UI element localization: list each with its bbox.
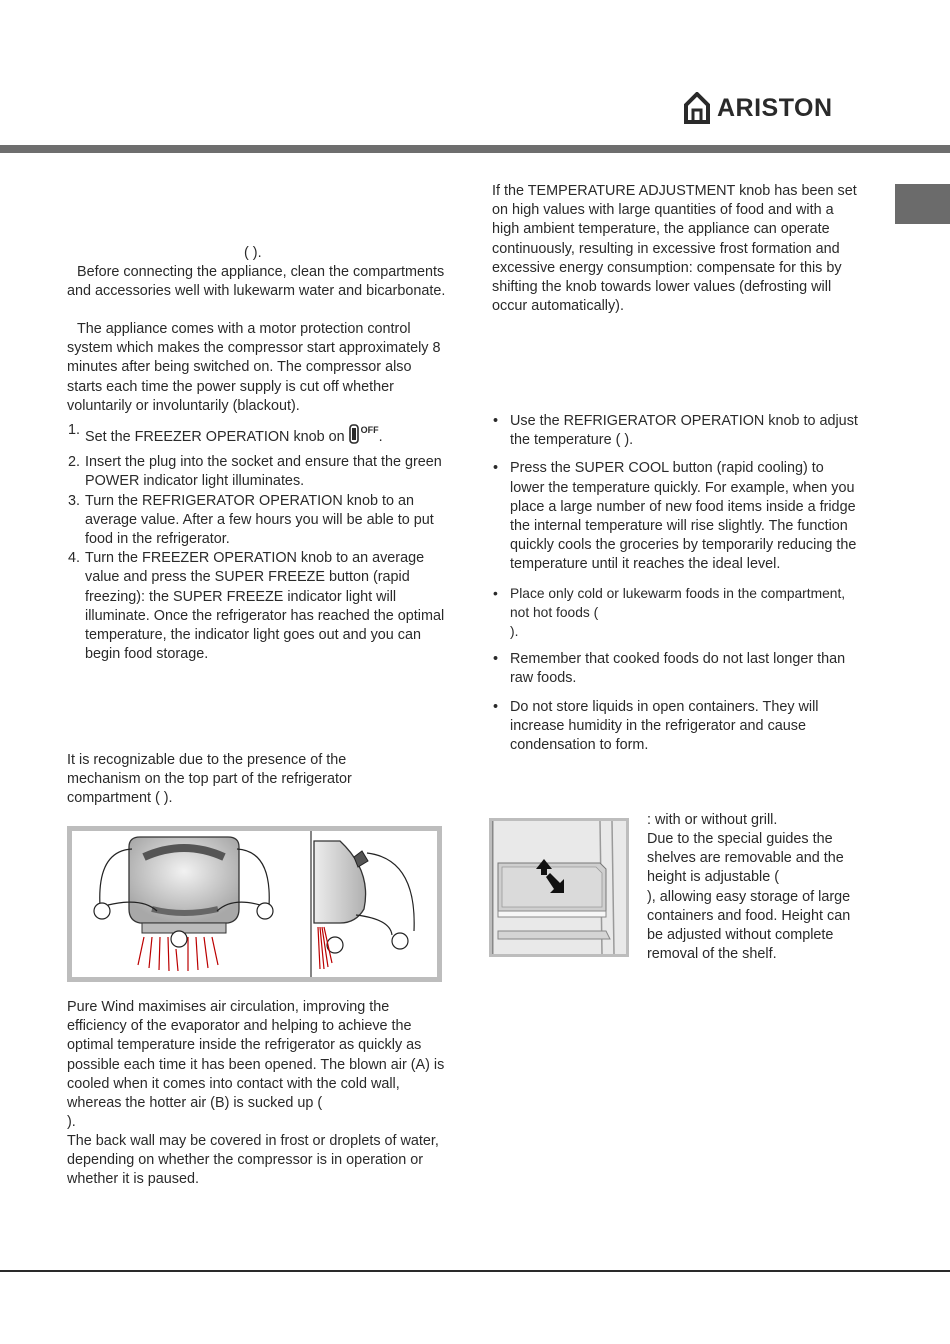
- bullet-icon: •: [493, 413, 499, 429]
- tip-item: [492, 412, 860, 450]
- figure-reference: ( ).: [244, 245, 262, 261]
- tip-item: [492, 698, 860, 756]
- tip-text: Press the SUPER COOL button (rapid cooling) to lower the temperature quickly. For example, when you place a large number of new food items inside a fridge the internal temperature will rise slightly. The function quickly cools the groceries by temporarily reducing the temperature until it reaches the ideal level.: [510, 460, 857, 573]
- para-before-connecting: Before connecting the appliance, clean the compartments and accessories well with lukewarm water and bicarbonate.: [67, 264, 446, 300]
- step-text: Set the FREEZER OPERATION knob on: [85, 429, 349, 445]
- brand-name: ARISTON: [717, 94, 833, 122]
- step-number: 3.: [68, 492, 81, 509]
- tip-text-end: ).: [510, 624, 519, 640]
- shelves-line1: : with or without grill.: [647, 812, 778, 828]
- tip-item: [492, 650, 860, 688]
- pure-wind-diagram: [72, 831, 437, 977]
- step-number: 2.: [68, 454, 81, 471]
- off-label: OFF: [360, 425, 379, 435]
- pure-wind-figure: [67, 826, 442, 982]
- tip-text: Use the REFRIGERATOR OPERATION knob to adjust the temperature ( ).: [510, 413, 858, 449]
- bullet-icon: •: [493, 460, 499, 477]
- header-rule: [0, 145, 950, 153]
- step-number: 4.: [68, 550, 81, 567]
- ariston-logo: [683, 92, 865, 124]
- pure-wind-text: Pure Wind maximises air circulation, improving the efficiency of the evaporator and helping to achieve the optimal temperature inside the refrigerator as quickly as possible each time it has been opened. The blown air (A) is cooled when it comes into contact with the cold wall, whereas the hotter air (B) is sucked up (: [67, 999, 445, 1112]
- language-tab: [895, 184, 950, 224]
- bullet-icon: •: [493, 698, 499, 715]
- step-item: [67, 453, 447, 491]
- para-recognizable: It is recognizable due to the presence of the mechanism on the top part of the refrigerator compartment ( ).: [67, 752, 352, 807]
- house-logo-icon: [683, 92, 711, 124]
- step-item: [67, 421, 447, 450]
- knob-off-icon: [349, 424, 361, 450]
- shelf-figure: [489, 818, 629, 957]
- tip-item: [492, 584, 860, 642]
- step-text: Insert the plug into the socket and ensure that the green POWER indicator light illuminates.: [85, 454, 442, 490]
- shelves-description: [647, 830, 862, 964]
- tip-text: Remember that cooked foods do not last longer than raw foods.: [510, 651, 846, 687]
- shelves-text-end: ), allowing easy storage of large containers and food. Height can be adjusted without complete removal of the shelf.: [647, 888, 851, 963]
- bullet-icon: •: [493, 585, 498, 601]
- tip-text: Place only cold or lukewarm foods in the compartment, not hot foods (: [510, 585, 846, 620]
- step-text-end: .: [378, 429, 383, 445]
- para-pure-wind: [67, 998, 449, 1132]
- footer-rule: [0, 1270, 950, 1272]
- step-item: [67, 549, 447, 664]
- pure-wind-text-end: ).: [67, 1114, 76, 1131]
- shelf-diagram: [492, 821, 626, 954]
- para-motor-protection: The appliance comes with a motor protection control system which makes the compressor start approximately 8 minutes after being switched on. The compressor also starts each time the power supply is cut off whether voluntarily or involuntarily (blackout).: [67, 321, 441, 414]
- refrigerator-tips: [492, 412, 860, 764]
- shelves-text: Due to the special guides the shelves are removable and the height is adjustable (: [647, 831, 844, 886]
- startup-steps: [67, 421, 447, 664]
- tip-item: [492, 459, 860, 574]
- bullet-icon: •: [493, 651, 499, 668]
- para-temperature-adjustment: If the TEMPERATURE ADJUSTMENT knob has been set on high values with large quantities of food and with a high ambient temperature, the appliance can operate continuously, resulting in excessive frost formation and excessive energy consumption: compensate for this by shifting the knob towards lower values (defrosting will occur automatically).: [492, 183, 857, 315]
- step-text: Turn the REFRIGERATOR OPERATION knob to an average value. After a few hours you will be able to put food in the refrigerator.: [85, 492, 434, 548]
- step-text: Turn the FREEZER OPERATION knob to an average value and press the SUPER FREEZE button (rapid freezing): the SUPER FREEZE indicator light will illuminate. Once the refrigerator has reached the optimal temperature, the indicator light goes out and you can begin food storage.: [85, 550, 445, 663]
- step-number: 1.: [68, 422, 81, 438]
- step-item: [67, 492, 447, 550]
- para-back-wall: The back wall may be covered in frost or droplets of water, depending on whether the compressor is in operation or whether it is paused.: [67, 1133, 439, 1188]
- tip-text: Do not store liquids in open containers. They will increase humidity in the refrigerator and cause condensation to form.: [510, 698, 819, 754]
